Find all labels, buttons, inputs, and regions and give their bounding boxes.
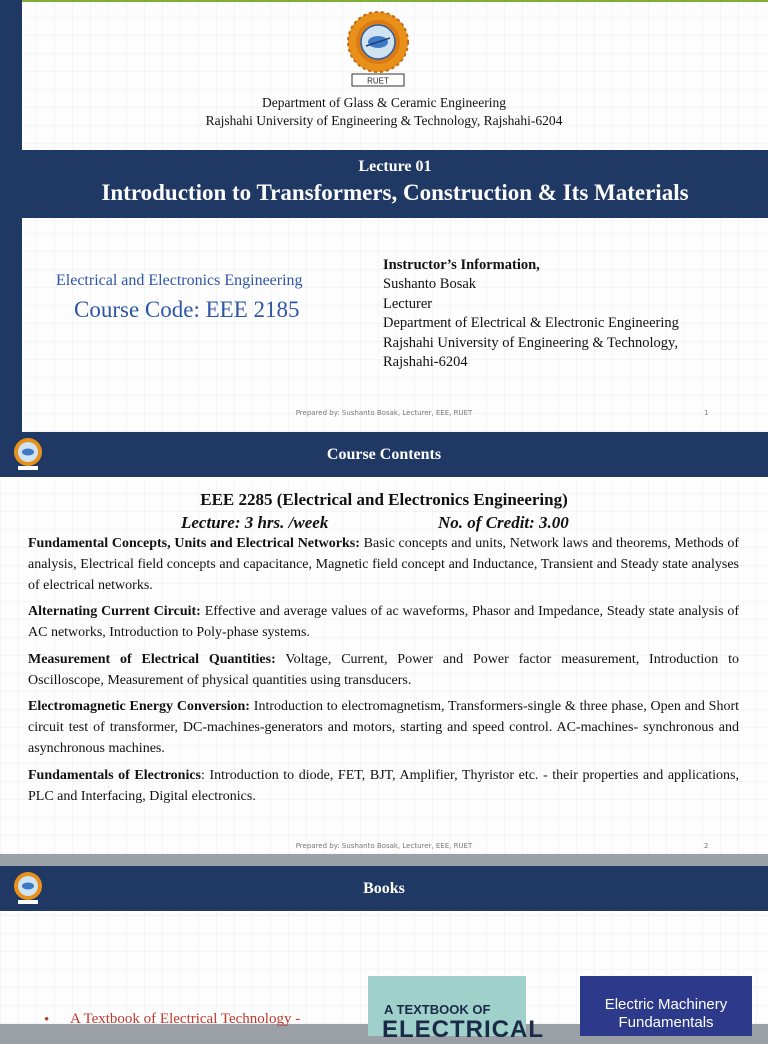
topic-body: Basic concepts and units, Network laws and theorems, Methods of analysis, Electrical field concepts and capacitance, Magnetic field concept and Inductance, Transient and Steady state analyses of electrical networks. [28,536,739,593]
book-title: A Textbook of Electrical Technology - [70,1011,301,1027]
slide-header-title: Books [363,880,405,897]
books-slide [0,866,768,1043]
topic-paragraph [28,649,739,691]
topic-heading: Fundamental Concepts, Units and Electrical Networks: [28,536,360,551]
lecture-number: Lecture 01 [358,158,432,175]
ruet-logo-small [12,870,44,906]
department-line: Department of Glass & Ceramic Engineering [261,95,507,110]
topic-heading: Electromagnetic Energy Conversion: [28,699,250,714]
topic-heading: Alternating Current Circuit: [28,604,201,619]
title-slide [0,0,768,432]
topic-body: : Introduction to diode, FET, BJT, Amplifier, Thyristor etc. - their properties and applications, PLC and Interfacing, Digital electronics. [28,768,739,804]
topic-paragraph [28,533,739,596]
topic-paragraph [28,601,739,643]
slide-header [0,432,768,477]
cover-line: Fundamentals [618,1014,714,1031]
university-line: Rajshahi University of Engineering & Technology, Rajshahi-6204 [205,113,563,128]
bullet-icon: • [44,1012,50,1028]
course-name: Electrical and Electronics Engineering [56,272,303,289]
topic-body: Effective and average values of ac waveforms, Phasor and Impedance, Steady state analysis of AC networks, Introduction to Poly-phase systems. [28,604,740,640]
lecture-hours: Lecture: 3 hrs. /week [181,513,329,532]
slide-footer: Prepared by: Sushanto Bosak, Lecturer, EEE, RUET [295,842,473,850]
title-banner [22,150,768,218]
ruet-logo-small [12,436,44,472]
topic-paragraph [28,765,739,807]
page-number: 2 [704,842,709,850]
course-code: Course Code: EEE 2185 [74,297,300,322]
slide-footer: Prepared by: Sushanto Bosak, Lecturer, EEE, RUET [295,409,473,417]
topic-body: Voltage, Current, Power and Power factor measurement, Introduction to Oscilloscope, Measurement of physical quantities using transducers. [28,652,739,688]
book-cover-electric-machinery [580,976,752,1036]
topic-heading: Fundamentals of Electronics [28,768,202,783]
course-contents-slide [0,432,768,854]
instructor-info [383,256,679,372]
cover-line: Electric Machinery [604,996,728,1013]
book-cover-electrical-technology [368,976,544,1043]
lecture-title: Introduction to Transformers, Construction & Its Materials [101,180,689,205]
ruet-logo [346,10,410,90]
topic-body: Introduction to electromagnetism, Transformers-single & three phase, Open and Short circuit test of transformer, DC-machines-generators and motors, starting and speed control. AC-machines- synchronous and asynchronous machines. [28,699,739,756]
credit-info: No. of Credit: 3.00 [438,513,569,532]
page-number: 1 [704,409,709,417]
cover-line: ELECTRICAL [382,1016,544,1043]
slide-left-bar [0,0,22,432]
cover-line: A TEXTBOOK OF [384,1002,491,1017]
instructor-department: Department of Electrical & Electronic Engineering [383,315,679,332]
topic-heading: Measurement of Electrical Quantities: [28,652,276,667]
instructor-university: Rajshahi University of Engineering & Technology, [383,334,678,351]
instructor-heading: Instructor’s Information, [383,257,540,273]
instructor-position: Lecturer [383,295,433,312]
slide-header [0,866,768,911]
topic-paragraph [28,696,739,759]
instructor-name: Sushanto Bosak [383,276,477,293]
logo-text: RUET [367,76,389,86]
course-title: EEE 2285 (Electrical and Electronics Engineering) [200,490,568,509]
instructor-city: Rajshahi-6204 [383,354,468,371]
slide-top-line [22,0,768,2]
slide-header-title: Course Contents [326,446,442,463]
